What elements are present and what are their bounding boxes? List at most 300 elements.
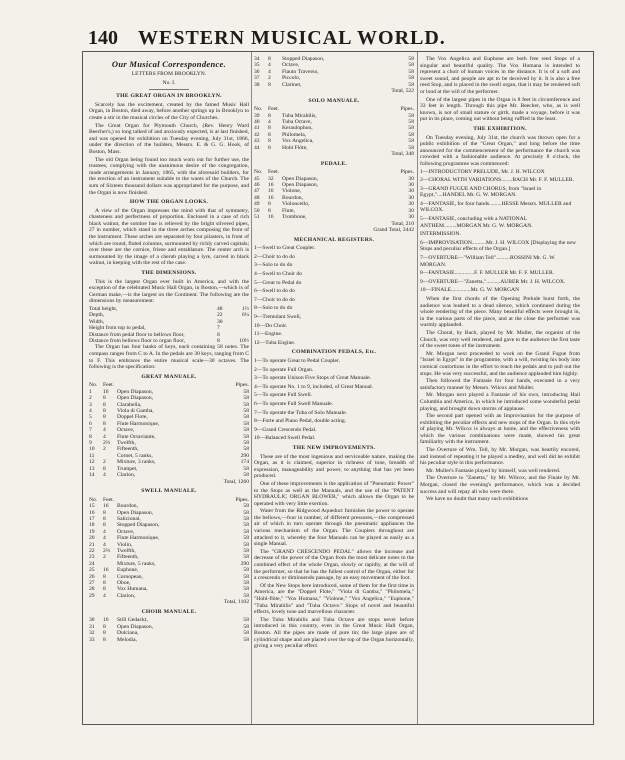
table-cell: 27 (89, 579, 95, 586)
table-cell: 32 (89, 630, 95, 637)
table-cell: 174 (240, 459, 249, 466)
paragraph: The "GRAND CRESCENDO PEDAL" allows the increase and decrease of the power of the Organ from the most delicate notes to the combined effect of the whole Organ, slowly or rapidly, at the will of the performer, so that he has the fullest control of the Organ, either for a crescendo or diminuendo passage, by an easy movement of the foot. (254, 548, 414, 582)
register-item: 8—Solo to do do (254, 305, 293, 312)
combination-item: 4—To operate No. 1 to 9, included, of Great Manual. (254, 383, 374, 390)
table-cell: 22 (217, 312, 223, 319)
table-cell: 8 (103, 408, 106, 415)
table-cell: 58 (408, 112, 414, 119)
table-cell: 4 (103, 541, 106, 548)
table-cell: Distance from pedal floor to bellows floor, (89, 331, 185, 338)
programme-item: 2—CHORAL WITH VARIATIONS........BACH Mr. F. F. MULLER. (420, 177, 574, 184)
paragraph: Then followed the Fantasie for four hands, executed in a very satisfactory manner by Messrs. Wilcox and Muller. (420, 378, 580, 391)
table-cell: 58 (243, 636, 249, 643)
table-cell: Tuba Octave, (282, 119, 312, 126)
column-header: Pipes. (400, 106, 414, 113)
table-cell: 58 (408, 75, 414, 82)
table-cell: 16 (268, 214, 274, 221)
table-cell: Clarabella, (117, 401, 142, 408)
section-heading: COMBINATION PEDALS, Etc. (291, 349, 377, 356)
column-header: Pipes. (400, 169, 414, 176)
table-cell: 4 (268, 119, 271, 126)
paragraph: Mr. Morgan next proceeded to work on the Grand Fugue from "Israel in Egypt" in the programme, with a will, twisting his body into comical contortions in the effort to reach the pedals and to pull out the stops. He was very successful, and the audience applauded him highly. (420, 350, 580, 377)
magazine-title: WESTERN MUSICAL WORLD. (138, 27, 446, 49)
register-item: 6—Swell to do do (254, 288, 295, 295)
total-line: Total, 522 (391, 88, 414, 95)
table-cell: 58 (243, 567, 249, 574)
letter-number: No. I. (162, 79, 176, 86)
table-cell: 30 (408, 194, 414, 201)
table-cell: 58 (243, 408, 249, 415)
table-cell: 8 (268, 56, 271, 62)
table-cell: Stopped Diapason, (282, 56, 325, 62)
stop-table (89, 382, 249, 478)
table-cell: Fifteenth, (117, 554, 139, 561)
register-item: 7—Choir to do do (254, 296, 295, 303)
table-cell: Octave, (282, 62, 300, 69)
table-cell: Flute, (282, 207, 295, 214)
table-cell: Violin, (117, 541, 133, 548)
table-cell: Oboe, (117, 579, 131, 586)
table-cell: Bourdon, (282, 194, 303, 201)
table-cell: 58 (408, 62, 414, 69)
column-header: Feet. (103, 382, 115, 389)
table-cell: 2 (103, 554, 106, 561)
table-cell: 58 (243, 528, 249, 535)
total-line: Total, 210 (391, 220, 414, 227)
programme-item: 8—FANTASIE..............F. F. MULLER Mr. F. F. MULLER. (420, 270, 555, 277)
paragraph: Mr. Muller's Fantasie played by himself, was well rendered. (426, 467, 561, 474)
table-cell: 58 (243, 420, 249, 427)
table-cell: 2⅔ (103, 547, 110, 554)
table-cell: 58 (243, 503, 249, 510)
table-cell: Clarinet, (282, 81, 302, 88)
table-cell: 8 (103, 509, 106, 516)
programme-item: 3—GRAND FUGUE AND CHORUS, from "Israel in Egypt,"....HANDEL Mr. G. W. MORGAN. (420, 185, 542, 199)
table-cell: 29 (89, 592, 95, 599)
programme-item: 7—OVERTURE—"William Tell"..........ROSSINI Mr. G. W. MORGAN. (420, 255, 556, 268)
table-cell: Trumpet, (117, 465, 138, 472)
table-cell: Fifteenth, (117, 446, 139, 453)
table-cell: 58 (243, 509, 249, 516)
table-cell: 2 (103, 459, 106, 466)
register-item: 10—Do Choir. (254, 322, 288, 329)
table-cell: 2 (268, 75, 271, 82)
table-cell: Bourdon, (117, 503, 138, 510)
table-cell: Open Diapason, (117, 388, 154, 395)
paragraph: The Vox Angelica and Euphone are both free reed Stops of a singular and beautiful quality. The Vox Humana is intended to represent a choir of human voices in the distance. It is of a soft and sweet sound, and people are apt to be deceived by it. It is also a free reed Stop, and is placed in the swell organ, that it may be rendered soft or loud at the will of the performer. (420, 56, 580, 95)
table-cell: 8 (89, 433, 92, 440)
table-cell: 290 (240, 560, 249, 567)
paragraph: The Choral, by Bach, played by Mr. Muller, the organist of the Church, was very well rendered, and gave to the audience the first taste of the sweet tones of the instrument. (420, 329, 580, 350)
table-cell: 17 (89, 515, 95, 522)
paragraph: The Great Organ for Plymouth Church, (Rev. Henry Ward Beecher's,) so long talked of and anxiously expected, is at last finished, and was opened for exhibition on Tuesday evening, July 31st, 1866, under the direction of the builders, Messrs. E. & G. G. Hook, of Boston, Mass. (89, 122, 249, 155)
table-cell: 58 (243, 472, 249, 479)
table-cell: 28 (89, 586, 95, 593)
table-cell: 8 (103, 586, 106, 593)
table-cell: 40 (254, 119, 260, 126)
column-header: No. (254, 169, 263, 176)
paragraph: On Tuesday evening, July 31st, the church was thrown open for a public exhibition of the "Great Organ," and long before the time announced for the commencement of the performance the church was crowded with a fashionable audience. At precisely 8 o'clock, the following programme was commenced: (420, 134, 580, 167)
table-cell: 58 (243, 623, 249, 630)
table-cell: 30 (217, 318, 223, 325)
table-cell: 58 (243, 592, 249, 599)
table-cell: 4 (103, 472, 106, 479)
table-cell: 4 (268, 68, 271, 75)
stop-table (254, 169, 414, 220)
paragraph: The Tuba Mirabilis and Tuba Octave are stops never before introduced in this country, even in the Great Music Hall Organ, Boston. All the pipes are made of pure tin; the large pipes are of cylindrical shape and are placed over the top of the Organ horizontally, giving a very peculiar effect. (254, 616, 414, 650)
table-cell: Flute Octaviante, (117, 433, 156, 440)
table-cell: Total height, (89, 306, 118, 312)
table-cell: 8 (103, 579, 106, 586)
combination-item: 1—To operate Great to Pedal Coupler. (254, 358, 340, 364)
table-cell: 15 (89, 503, 95, 510)
table-cell: 7 (89, 427, 92, 434)
paragraph: We have no doubt that many such exhibitions (426, 496, 528, 503)
table-cell: 23 (89, 554, 95, 561)
table-cell: 37 (254, 75, 260, 82)
table-cell: 1 (89, 388, 92, 395)
table-cell: 58 (243, 579, 249, 586)
combination-item: 2—To operate Full Organ. (254, 366, 314, 373)
table-cell: 10 (89, 446, 95, 453)
table-cell: 49 (254, 201, 260, 208)
section-heading: THE EXHIBITION. (473, 125, 527, 132)
combination-item: 6—To operate Full Swell Manuale. (254, 400, 333, 407)
page-header (88, 27, 588, 49)
table-cell: 6¼ (242, 312, 249, 319)
table-cell: 30 (408, 188, 414, 195)
stop-table (254, 56, 414, 88)
column-1 (89, 56, 249, 643)
total-line: Total, 348 (391, 151, 414, 158)
paragraph: These are of the most ingenious and serviceable nature, making the Organ, as it is claimed, superior in richness of tone, breadth of expression, manageability and power, to anything that has yet been produced. (254, 453, 414, 480)
table-cell: 38 (254, 81, 260, 88)
table-cell: Depth, (89, 312, 105, 319)
table-cell: 30 (408, 182, 414, 189)
table-cell: 16 (103, 503, 109, 510)
combination-item: 3—To operate Unison Five Stops of Great Manuale. (254, 375, 372, 382)
table-cell: 58 (243, 433, 249, 440)
register-item: 4—Swell to Choir do (254, 271, 303, 278)
paragraph: A view of the Organ impresses the mind with that of symmetry, chasteness and perfectness of proportion. Enclosed in a case of rich black walnut, the sombre hue is relieved by the bright silvered pipes, 27 in number, which stand in the three arches composing the front of the instrument. These arches are separated by four pilasters, in front of which are round, fluted columns, surmounted by richly carved capitals; over these are the cornice, frieze and entablature. The center arch is surmounted by the image of a cherub playing a lyre, carved in black walnut, in keeping with the rest of the case. (89, 207, 249, 267)
table-cell: 1½ (242, 306, 249, 312)
table-cell: 8 (103, 395, 106, 402)
stop-table (254, 106, 414, 151)
register-item: 12—Tuba Engine. (254, 339, 296, 346)
table-cell: 58 (243, 617, 249, 624)
stop-table (89, 497, 249, 600)
table-cell: 290 (240, 452, 249, 459)
table-cell: 58 (243, 446, 249, 453)
table-cell: 45 (254, 175, 260, 182)
table-cell: 58 (408, 81, 414, 88)
table-cell: 4 (103, 433, 106, 440)
column-header: No. (254, 106, 263, 113)
table-cell: 11 (89, 452, 95, 459)
programme-item: 6—IMPROVISATION..........Mr. J. H. WILCOX [Displaying the new Stops and peculiar effects of the Organ.] (420, 239, 577, 253)
table-cell: 58 (243, 388, 249, 395)
register-item: 9—Tremulant Swell, (254, 314, 302, 321)
paragraph: This is the largest Organ ever built in America, and with the exception of the celebrated Music Hall Organ, in Boston,—which is of German make,—is the largest on the Continent. The following are the dimensions by measurement: (89, 278, 249, 305)
table-cell: 30 (408, 214, 414, 221)
table-cell: 44 (254, 144, 260, 151)
table-cell: Open Diapason, (117, 395, 154, 402)
table-cell: 8 (103, 630, 106, 637)
table-cell: 16 (268, 182, 274, 189)
table-cell: 8 (103, 636, 106, 643)
table-cell: 8 (268, 201, 271, 208)
table-cell: 58 (408, 131, 414, 138)
combination-item: 9—Grand Crescendo Pedal. (254, 426, 317, 433)
table-cell: 58 (243, 465, 249, 472)
table-cell: Stopped Diapason, (117, 522, 160, 529)
section-heading: Our Musical Correspondence. (111, 59, 227, 69)
combination-item: 7—To operate the Tuba of Solo Manuale. (254, 409, 347, 416)
programme-item: 9—OVERTURE—"Zanetta,"..........AUBER Mr. J. H. WILCOX. (420, 278, 566, 285)
table-cell: 58 (243, 541, 249, 548)
column-rule (417, 52, 418, 724)
table-cell: Euphone, (117, 567, 139, 574)
table-cell: 41 (254, 125, 260, 132)
table-cell: Open Diapason, (117, 509, 154, 516)
table-cell: Still Gedackt, (117, 617, 148, 624)
table-cell: Violone, (282, 188, 302, 195)
table-cell: Mixture, 3 ranks, (117, 459, 156, 466)
column-2 (254, 56, 414, 651)
table-row (89, 637, 249, 643)
table-cell: Keraulophon, (282, 125, 313, 132)
paragraph: One of these improvements is the application of "Pneumatic Power" to the Stops as well as the Manuals, and the use of the "PATENT HYDRAULIC ORGAN BLOWER," which allows the Organ to be operated with very little exertion. (254, 480, 414, 507)
table-cell: 35 (254, 62, 260, 69)
table-cell: 48 (254, 194, 260, 201)
table-cell: Cornopean, (117, 573, 143, 580)
programme-item: 10—FINALE..............Mr. G. W. MORGAN (420, 287, 520, 294)
table-cell: 58 (243, 554, 249, 561)
table-cell: Vox Angelica, (282, 138, 314, 145)
table-cell: Distance from bellows floor to organ floor, (89, 338, 186, 345)
table-cell: 58 (243, 522, 249, 529)
table-cell: 4 (103, 592, 106, 599)
table-cell: 16 (103, 617, 109, 624)
table-cell: 16 (268, 188, 274, 195)
combination-item: 5—To operate Full Swell. (254, 392, 313, 399)
dimensions-table (89, 306, 249, 344)
table-cell: 25 (89, 567, 95, 574)
total-line: Total, 1260 (223, 478, 249, 485)
table-cell: 2⅔ (103, 440, 110, 447)
table-cell: Trombone, (282, 214, 307, 221)
table-cell: 10½ (239, 338, 249, 345)
table-cell: 31 (89, 623, 95, 630)
table-cell: Octave, (117, 528, 135, 535)
table-cell: 58 (243, 586, 249, 593)
table-cell: Salicional, (117, 515, 141, 522)
column-header: No. (89, 496, 98, 503)
register-item: 1—Swell to Great Coupler. (254, 245, 316, 252)
table-cell: Violoncello, (282, 201, 310, 208)
table-cell: Open Diapason, (117, 623, 154, 630)
table-cell: 58 (408, 68, 414, 75)
page-number: 140 (88, 27, 118, 49)
table-cell: Tuba Mirabilis, (282, 112, 317, 119)
table-cell: 50 (254, 207, 260, 214)
table-cell: Clarion, (117, 592, 136, 599)
total-line: Total, 1102 (223, 599, 249, 606)
table-cell: 8 (217, 331, 220, 338)
table-cell: Flute Harmonique, (117, 535, 160, 542)
table-cell: 58 (243, 401, 249, 408)
table-cell: Dulciana, (117, 630, 139, 637)
table-cell: 47 (254, 188, 260, 195)
table-cell: 32 (268, 175, 274, 182)
programme-item: INTERMISSION. (420, 231, 461, 238)
table-cell: 26 (89, 573, 95, 580)
table-cell: 33 (89, 636, 95, 643)
table-cell: 51 (254, 214, 260, 221)
table-cell: Open Diapason, (282, 182, 319, 189)
table-cell: Octave, (117, 427, 135, 434)
table-cell: 8 (103, 623, 106, 630)
table-cell: 42 (254, 131, 260, 138)
table-cell: 30 (89, 617, 95, 624)
stop-table (89, 617, 249, 643)
paragraph: The Overture of Wm. Tell, by Mr. Morgan, was heartily encored, and instead of repeating it he played a medley, and well did he exhibit his peculiar style in this performance. (420, 447, 580, 467)
register-item: 11—Engine. (254, 331, 283, 338)
table-cell: 36 (254, 68, 260, 75)
table-cell: Clarion, (117, 472, 136, 479)
register-item: 2—Choir to do do (254, 253, 295, 260)
table-cell: 22 (89, 547, 95, 554)
table-cell: 16 (268, 194, 274, 201)
table-cell: Height from top to pedal, (89, 325, 146, 332)
table-cell: Width, (89, 318, 105, 325)
page-frame (82, 51, 594, 725)
letters-subheading: LETTERS FROM BROOKLYN. (131, 71, 207, 77)
table-cell: 16 (103, 567, 109, 574)
paragraph: The second part opened with an Improvisation for the purpose of exhibiting the peculiar effects and new stops of the Organ. In this style of playing Mr. Wilcox is always at home, and the effectiveness with which the various combinations were made, showed his great familiarity with the instrument. (420, 413, 580, 446)
table-cell: 4 (103, 535, 106, 542)
table-cell: 8 (103, 522, 106, 529)
table-cell: 8 (103, 401, 106, 408)
table-cell: 58 (243, 547, 249, 554)
table-cell: 48 (217, 306, 223, 312)
divider (149, 89, 189, 90)
table-cell: 20 (89, 535, 95, 542)
table-cell: 8 (268, 81, 271, 88)
table-cell: 58 (408, 125, 414, 132)
column-rule (251, 52, 252, 724)
table-cell: 19 (89, 528, 95, 535)
table-cell: 58 (408, 56, 414, 62)
combination-item: 10—Balanced Swell Pedal. (254, 435, 316, 442)
section-heading: HOW THE ORGAN LOOKS. (129, 199, 209, 206)
table-cell: 8 (268, 207, 271, 214)
column-header: Feet. (268, 106, 280, 113)
grand-total: Grand Total, 3442 (373, 227, 414, 234)
paragraph: Scarcely has the excitement, created by the famed Music Hall Organ, in Boston, died away, before another springs up in Brooklyn to create a stir in the musical circles of the City of Churches. (89, 101, 249, 121)
table-cell: 16 (89, 509, 95, 516)
table-cell: Flauto Traverso, (282, 68, 319, 75)
table-cell: 58 (243, 515, 249, 522)
table-cell: 7 (217, 325, 220, 332)
table-cell: 58 (243, 440, 249, 447)
table-cell: 12 (89, 459, 95, 466)
table-cell: 14 (89, 472, 95, 479)
table-cell: 30 (408, 207, 414, 214)
table-cell: 6 (89, 420, 92, 427)
table-cell: 43 (254, 138, 260, 145)
paragraph: The old Organ being found too much worn out for further use, the trustees, complying with the unanimous desire of the congregation, made arrangements in January, 1865, with the aforesaid builders, for the erection of an instrument suitable to the wants of the Church. The sum of Sixteen thousand dollars was appropriated for the purpose, and the Organ is now finished. (89, 156, 249, 196)
table-cell: 5 (89, 414, 92, 421)
table-cell: Melodia, (117, 636, 138, 643)
paragraph: The Organ has four banks of keys, each containing 58 notes. The compass ranges from C to A. In the pedals are 30 keys, ranging from C to F. This embraces the entire musical scale—30 octaves. The following is the specification: (89, 344, 249, 371)
register-item: 3—Solo to do do (254, 262, 293, 269)
table-cell: 4 (268, 62, 271, 69)
programme-item: 1—INTRODUCTORY PRELUDE, Mr. J. H. WILCOX (420, 168, 545, 175)
column-header: Feet. (268, 169, 280, 176)
table-cell: 58 (243, 535, 249, 542)
section-heading: SOLO MANUALE. (308, 97, 360, 104)
table-cell: Doppel Flote, (117, 414, 148, 421)
table-cell: 30 (408, 201, 414, 208)
table-cell: 8 (268, 131, 271, 138)
column-header: No. (89, 382, 98, 389)
table-cell: 8 (268, 125, 271, 132)
table-cell: 58 (408, 119, 414, 126)
table-cell: Philomela, (282, 131, 307, 138)
table-cell: 8 (268, 112, 271, 119)
table-cell: 8 (103, 515, 106, 522)
combination-item: 8—Forte and Piano Pedal, double acting. (254, 418, 347, 425)
table-cell: Piccolo, (282, 75, 301, 82)
paragraph: When the first chords of the Opening Prelude burst forth, the audience was hushed to a dead silence, which continued during the whole rendering of the piece. Many beautiful effects were brought in, in the various parts of the piece, and at the close the performer was warmly applauded. (420, 296, 580, 329)
column-3 (420, 56, 580, 504)
table-cell: 58 (243, 395, 249, 402)
table-cell: Open Diapason, (282, 175, 319, 182)
programme-item: 5—FANTASIE, concluding with a NATIONAL ANTHEM.........MORGAN Mr. G. W. MORGAN. (420, 216, 533, 229)
table-cell: 2 (89, 395, 92, 402)
table-cell: 39 (254, 112, 260, 119)
section-heading: THE DIMENSIONS. (141, 270, 197, 277)
register-item: 5—Great to Pedal do (254, 279, 302, 286)
table-cell: 13 (89, 465, 95, 472)
table-cell: 58 (243, 414, 249, 421)
table-cell: Mixture, 5 ranks, (117, 560, 156, 567)
table-cell: 24 (89, 560, 95, 567)
table-cell: 46 (254, 182, 260, 189)
section-heading: THE NEW IMPROVEMENTS. (292, 444, 376, 451)
table-cell: Flute Harmonique, (117, 420, 160, 427)
paragraph: The Overture to "Zanetta," by Mr. Wilcox, and the Finale by Mr. Morgan, closed the evening's performance, which was a decided success and will repay all who were there. (420, 475, 580, 495)
column-header: Pipes. (235, 496, 249, 503)
table-cell: 4 (89, 408, 92, 415)
table-cell: 58 (408, 138, 414, 145)
table-cell: 58 (408, 144, 414, 151)
section-heading: GREAT MANUALE. (141, 373, 197, 380)
table-cell: 8 (217, 338, 220, 345)
programme-item: 4—FANTASIE, for four hands.........HESSE Messrs. MULLER and WILCOX. (420, 200, 572, 214)
table-cell: 58 (243, 427, 249, 434)
column-header: Pipes. (235, 382, 249, 389)
table-cell: Twelfth, (117, 547, 136, 554)
table-cell: 2 (103, 446, 106, 453)
section-heading: CHOIR MANUALE. (141, 608, 197, 615)
section-heading: MECHANICAL REGISTERS. (293, 236, 375, 243)
paragraph: Of the New Stops here introduced, some of them for the first time in America, are the "Doppel Flote," "Viola di Gamba," "Philomela," "Hohl-flöte," "Vox Humana," "Violone," "Vox Angelica," "Euphone," "Tuba Mirabilis" and "Tuba Octave." Stops of novel and beautiful effects, lovely tone and marvellous character. (254, 582, 414, 616)
table-cell: 4 (103, 528, 106, 535)
table-cell: 8 (103, 573, 106, 580)
section-heading: SWELL MANUALE. (141, 488, 197, 495)
